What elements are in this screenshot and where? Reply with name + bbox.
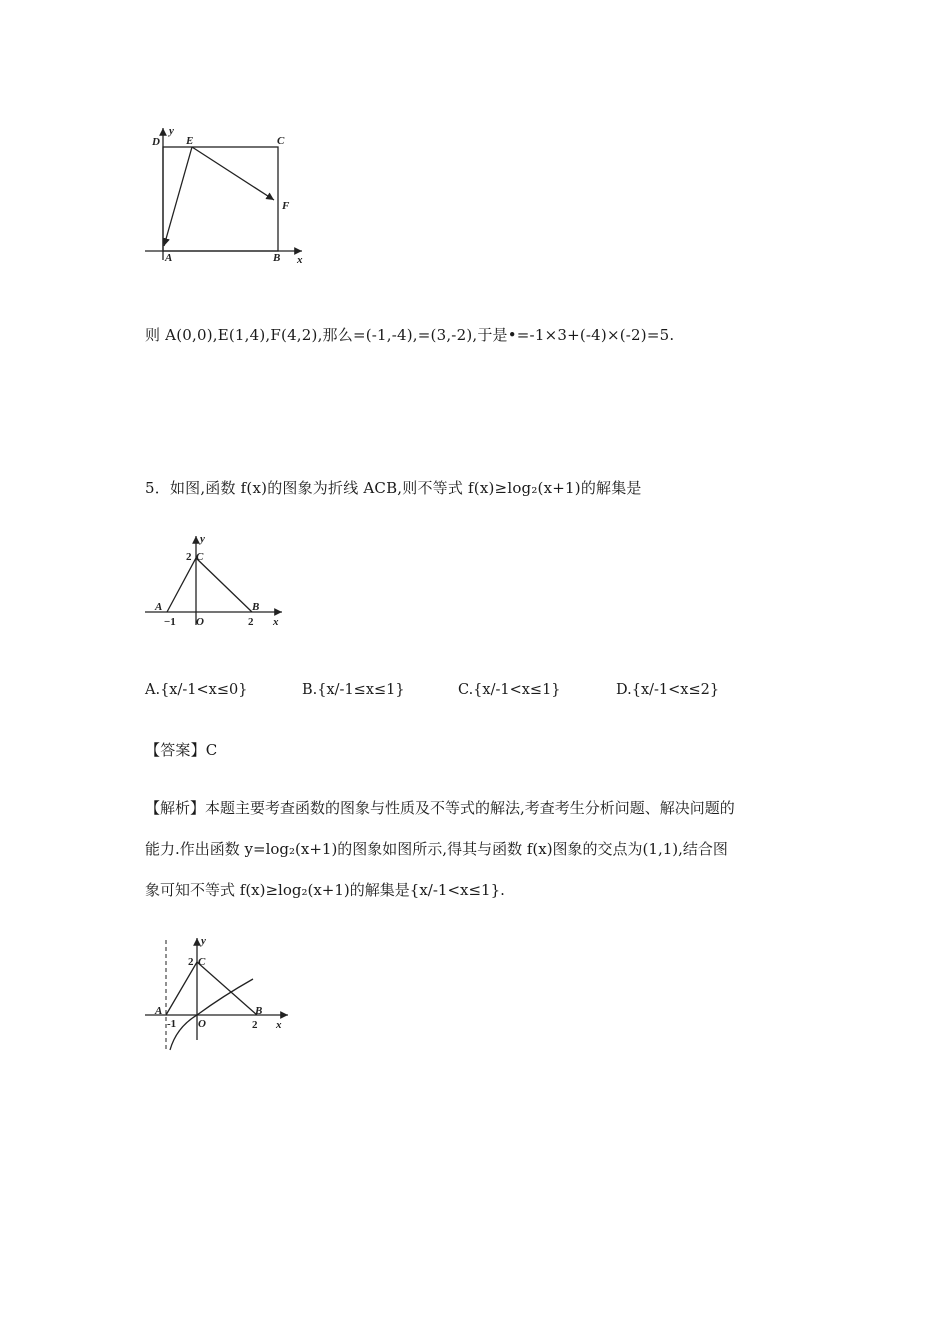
label-b: B xyxy=(252,601,260,613)
analysis-line-1: 【解析】本题主要考查函数的图象与性质及不等式的解法,考查考生分析问题、解决问题的 xyxy=(145,799,735,817)
label-b: B xyxy=(255,1005,263,1017)
vector-ea xyxy=(164,147,192,246)
label-x: x xyxy=(297,254,303,266)
label-c: C xyxy=(198,956,206,968)
analysis-line-3: 象可知不等式 f(x)≥log₂(x+1)的解集是{x/-1<x≤1}. xyxy=(145,881,505,899)
polyline-acb xyxy=(166,962,257,1015)
label-2-x: 2 xyxy=(248,616,254,628)
vector-computation-line: 则 A(0,0),E(1,4),F(4,2),那么=(-1,-4),=(3,-2),于是•=-1×3+(-4)×(-2)=5. xyxy=(145,326,675,344)
label-d: D xyxy=(152,136,160,148)
label-y: y xyxy=(201,935,206,947)
figure-polyline-with-log-curve xyxy=(140,932,290,1057)
label-y: y xyxy=(169,125,174,137)
label-c: C xyxy=(196,551,204,563)
label-x: x xyxy=(273,616,279,628)
label-a: A xyxy=(155,1005,163,1017)
figure-square-vectors xyxy=(140,118,320,268)
label-x: x xyxy=(276,1019,282,1031)
option-b: B.{x/-1≤x≤1} xyxy=(302,682,405,698)
label-neg1: -1 xyxy=(167,1018,177,1030)
label-c: C xyxy=(277,135,285,147)
label-2-y: 2 xyxy=(188,956,194,968)
analysis-line-2: 能力.作出函数 y=log₂(x+1)的图象如图所示,得其与函数 f(x)图象的交点为(1,1),结合图 xyxy=(145,840,728,858)
label-a: A xyxy=(165,252,173,264)
option-c: C.{x/-1<x≤1} xyxy=(458,682,561,698)
polyline-acb xyxy=(167,558,252,612)
label-a: A xyxy=(155,601,163,613)
question-5: 5．如图,函数 f(x)的图象为折线 ACB,则不等式 f(x)≥log₂(x+1)的解集是 xyxy=(145,479,642,497)
square-abcd xyxy=(163,147,278,251)
label-o: O xyxy=(196,616,204,628)
label-neg1: −1 xyxy=(164,616,176,628)
label-2-y: 2 xyxy=(186,551,192,563)
vector-ef xyxy=(192,147,274,200)
option-d: D.{x/-1<x≤2} xyxy=(616,682,720,698)
label-y: y xyxy=(200,533,205,545)
label-e: E xyxy=(186,135,194,147)
label-2-x: 2 xyxy=(252,1019,258,1031)
option-a: A.{x/-1<x≤0} xyxy=(145,682,248,698)
answer: 【答案】C xyxy=(145,741,218,759)
label-b: B xyxy=(273,252,281,264)
figure-polyline-acb xyxy=(140,530,290,630)
label-o: O xyxy=(198,1018,206,1030)
label-f: F xyxy=(282,200,290,212)
